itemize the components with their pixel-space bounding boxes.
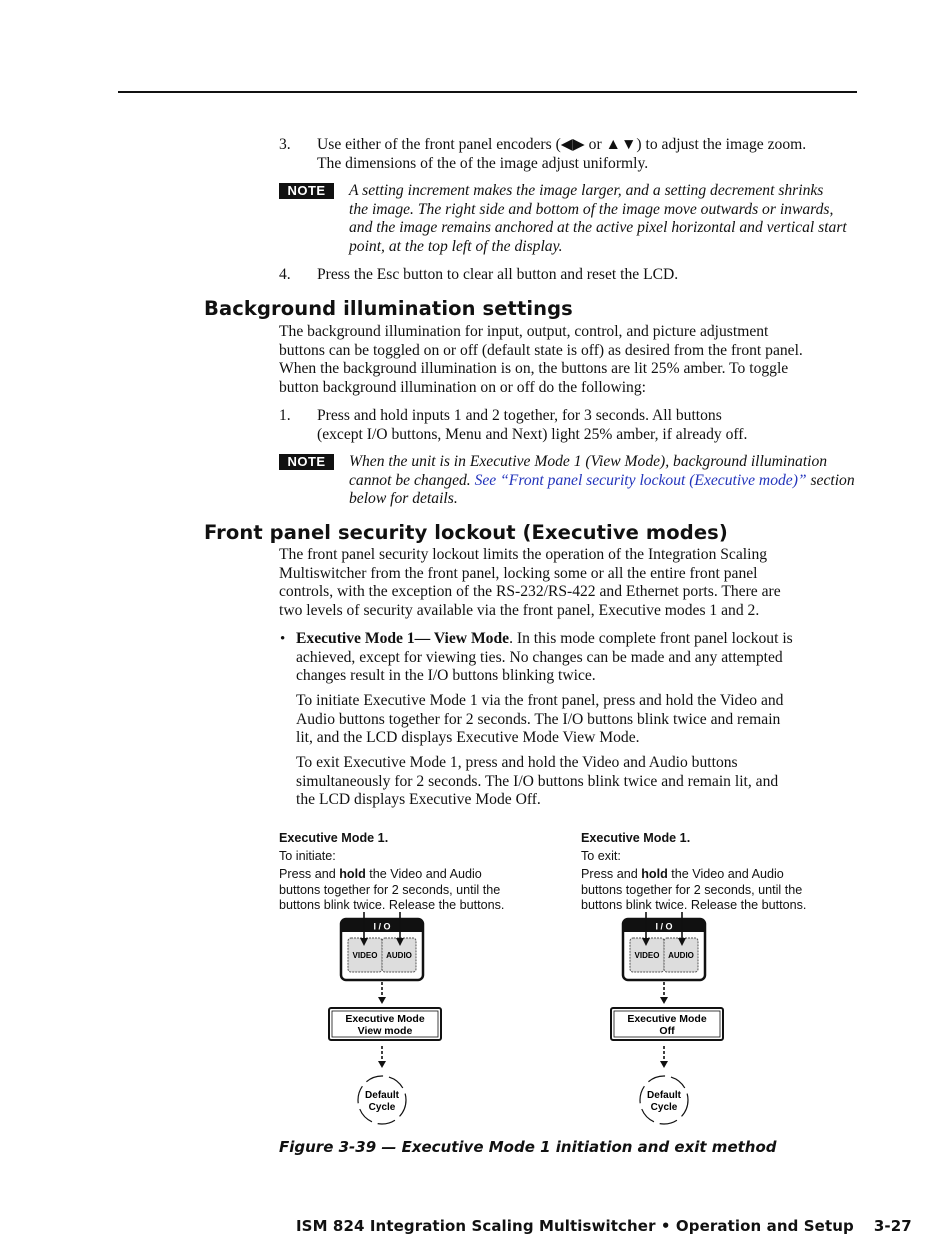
- figure-right-diagram: [608, 912, 728, 1132]
- bullet-paragraph: Executive Mode 1— View Mode. In this mode complete front panel lockout is achieved, except for viewing ties. No changes can be made and any attempted changes result in the I/O buttons blinking twice.: [296, 630, 793, 685]
- svg-text:Executive Mode: Executive Mode: [345, 1013, 425, 1025]
- svg-text:View mode: View mode: [357, 1025, 413, 1037]
- step-text: Press the Esc button to clear all button and reset the LCD.: [317, 266, 679, 283]
- svg-text:Off: Off: [659, 1025, 675, 1037]
- svg-text:Cycle: Cycle: [368, 1102, 396, 1113]
- svg-text:Default: Default: [365, 1090, 399, 1101]
- svg-text:AUDIO: AUDIO: [668, 951, 694, 960]
- note-badge: NOTE: [279, 183, 334, 199]
- note-text: A setting increment makes the image larger, and a setting decrement shrinks the image. The right side and bottom of the image move outwards or inwards, and the image remains anchored at the active pixel horizontal and vertical start point, at the top left of the display.: [349, 182, 847, 255]
- figure-caption: Figure 3-39 — Executive Mode 1 initiation and exit method: [279, 1138, 777, 1156]
- figure-left-text: Executive Mode 1. To initiate: Press and hold the Video and Audio buttons together for 2 seconds, until the buttons blink twice. Release the buttons.: [279, 831, 505, 912]
- svg-text:AUDIO: AUDIO: [386, 951, 412, 960]
- figure-left-diagram: [326, 912, 446, 1132]
- svg-text:Executive Mode: Executive Mode: [627, 1013, 707, 1025]
- step-text: Use either of the front panel encoders (◀▶ or ▲▼) to adjust the image zoom. The dimensions of the of the image adjust uniformly.: [317, 136, 807, 172]
- figure-right-text: Executive Mode 1. To exit: Press and hold the Video and Audio buttons together for 2 seconds, until the buttons blink twice. Release the buttons.: [581, 831, 807, 912]
- note-text: When the unit is in Executive Mode 1 (View Mode), background illumination cannot be changed. See “Front panel security lockout (Executive mode)” section below for details.: [349, 453, 855, 508]
- section-heading: Front panel security lockout (Executive modes): [204, 521, 728, 544]
- svg-text:I / O: I / O: [655, 921, 673, 932]
- section-paragraph: The background illumination for input, output, control, and picture adjustment buttons can be toggled on or off (default state is off) as desired from the front panel. When the background illumination is on, the buttons are lit 25% amber. To toggle button background illumination on or off do the following:: [279, 323, 803, 396]
- page-footer: [296, 1217, 912, 1235]
- section-link[interactable]: See “Front panel security lockout (Executive mode)”: [474, 471, 807, 489]
- svg-text:I / O: I / O: [373, 921, 391, 932]
- page-number: 3-27: [873, 1217, 912, 1235]
- svg-text:VIDEO: VIDEO: [352, 951, 378, 960]
- note-badge: NOTE: [279, 454, 334, 470]
- step-number: 3.: [279, 136, 291, 153]
- section-paragraph: The front panel security lockout limits the operation of the Integration Scaling Multiswitcher from the front panel, locking some or all the entire front panel controls, with the exception of the RS-232/RS-422 and Ethernet ports. There are two levels of security available via the front panel, Executive modes 1 and 2.: [279, 546, 781, 619]
- initiate-paragraph: To initiate Executive Mode 1 via the front panel, press and hold the Video and Audio buttons together for 2 seconds. The I/O buttons blink twice and remain lit, and the LCD displays Executive Mode View Mode.: [296, 692, 784, 747]
- svg-text:Cycle: Cycle: [650, 1102, 678, 1113]
- exit-paragraph: To exit Executive Mode 1, press and hold the Video and Audio buttons simultaneously for 2 seconds. The I/O buttons blink twice and remain lit, and the LCD displays Executive Mode Off.: [296, 754, 779, 809]
- step-number: 4.: [279, 266, 291, 283]
- header-rule: [118, 91, 857, 93]
- step-text: Press and hold inputs 1 and 2 together, for 3 seconds. All buttons (except I/O buttons, Menu and Next) light 25% amber, if already off.: [317, 407, 748, 443]
- section-heading: Background illumination settings: [204, 297, 573, 320]
- step-number: 1.: [279, 407, 291, 424]
- footer-title: ISM 824 Integration Scaling Multiswitcher • Operation and Setup: [296, 1217, 854, 1235]
- bullet-dot: •: [280, 631, 286, 647]
- svg-text:VIDEO: VIDEO: [634, 951, 660, 960]
- svg-text:Default: Default: [647, 1090, 681, 1101]
